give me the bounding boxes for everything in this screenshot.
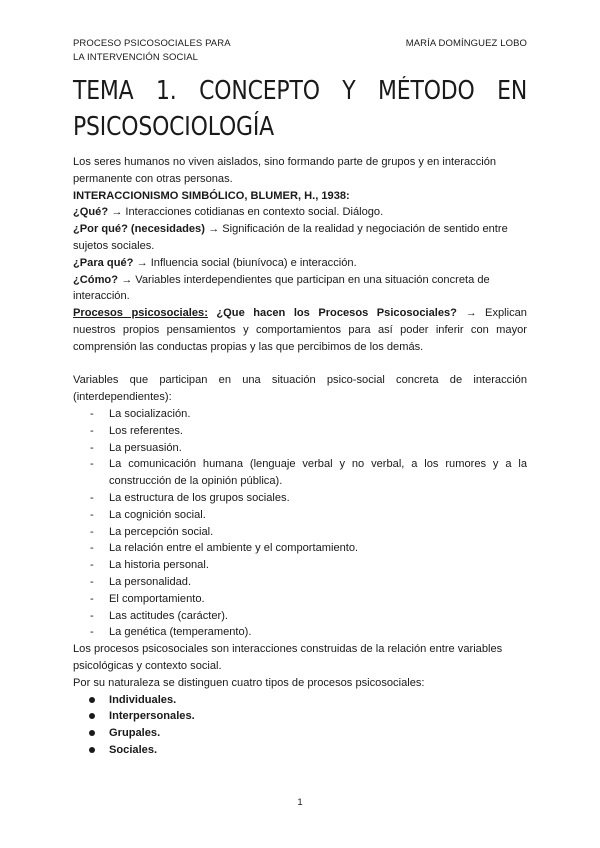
question-answer: → Influencia social (biunívoca) e interacción.	[136, 256, 357, 269]
variables-intro: Variables que participan en una situación psico-social concreta de interacción (interdependientes):	[73, 374, 527, 404]
list-item: - La genética (temperamento).	[73, 624, 527, 641]
type-label: Interpersonales.	[109, 710, 195, 723]
list-item: - El comportamiento.	[73, 591, 527, 608]
list-item: - La persuasión.	[73, 440, 527, 457]
bullet-icon	[89, 747, 95, 753]
list-item	[73, 725, 527, 742]
types-intro: Por su naturaleza se distinguen cuatro tipos de procesos psicosociales:	[73, 676, 425, 689]
list-item: - La personalidad.	[73, 574, 527, 591]
bullet-icon	[89, 730, 95, 736]
list-item: - La estructura de los grupos sociales.	[73, 490, 527, 507]
question-item	[73, 255, 527, 272]
processes-paragraph	[73, 305, 527, 355]
body-content	[73, 154, 527, 759]
title-word: TEMA	[73, 76, 134, 106]
running-header-left	[73, 37, 293, 65]
page-number: 1	[297, 797, 303, 808]
bullet-icon	[89, 697, 95, 703]
list-item: - La historia personal.	[73, 557, 527, 574]
processes-question: ¿Que hacen los Procesos Psicosociales?	[216, 307, 457, 320]
type-label: Grupales.	[109, 727, 161, 740]
bullet-icon	[89, 713, 95, 719]
list-item: - Los referentes.	[73, 423, 527, 440]
types-list	[73, 692, 527, 759]
question-answer: → Variables interdependientes que participan en una situación concreta de interacción.	[73, 273, 490, 303]
question-label: ¿Para qué?	[73, 256, 134, 269]
title-word: Y	[342, 76, 356, 106]
type-label: Sociales.	[109, 743, 158, 756]
title-word: 1.	[156, 76, 177, 106]
title-line1	[73, 73, 527, 109]
variables-list	[73, 406, 527, 641]
question-label: ¿Qué?	[73, 206, 109, 219]
list-item	[73, 742, 527, 759]
list-item: - La percepción social.	[73, 524, 527, 541]
type-label: Individuales.	[109, 693, 177, 706]
intro-paragraph: Los seres humanos no viven aislados, sino formando parte de grupos y en interacción permanente con otras personas.	[73, 156, 497, 185]
question-label: ¿Cómo?	[73, 273, 118, 286]
title-word: MÉTODO	[378, 76, 475, 106]
list-item: - Las actitudes (carácter).	[73, 608, 527, 625]
page-title	[73, 73, 527, 145]
title-word: CONCEPTO	[199, 76, 320, 106]
list-item: - La relación entre el ambiente y el comportamiento.	[73, 540, 527, 557]
running-header-author: MARÍA DOMÍNGUEZ LOBO	[405, 38, 527, 49]
processes-answer: → Explican nuestros propios pensamientos y comportamientos para así poder inferir con mayor comprensión las conductas propias y las que percibimos de los demás.	[73, 307, 527, 353]
header-course-line2: LA INTERVENCIÓN SOCIAL	[73, 52, 199, 63]
question-answer: → Significación de la realidad y negociación de sentido entre sujetos sociales.	[73, 223, 508, 252]
question-item	[73, 272, 527, 306]
list-item	[73, 708, 527, 725]
question-label: ¿Por qué? (necesidades)	[73, 223, 205, 236]
conclusion-paragraph: Los procesos psicosociales son interacciones construidas de la relación entre variables psicológicas y contexto social.	[73, 643, 503, 672]
list-item: - La socialización.	[73, 406, 527, 423]
question-answer: → Interacciones cotidianas en contexto social. Diálogo.	[111, 206, 384, 219]
title-word: EN	[497, 76, 528, 106]
processes-label: Procesos psicosociales:	[73, 307, 208, 320]
list-item	[73, 692, 527, 709]
header-course-line1: PROCESO PSICOSOCIALES PARA	[73, 38, 231, 49]
question-item	[73, 221, 527, 255]
title-line2: PSICOSOCIOLOGÍA	[73, 112, 274, 142]
list-item: - La comunicación humana (lenguaje verbal y no verbal, a los rumores y a la construcción de la opinión pública).	[73, 456, 527, 490]
section-heading: INTERACCIONISMO SIMBÓLICO, BLUMER, H., 1938:	[73, 189, 350, 202]
question-item	[73, 204, 527, 221]
list-item: - La cognición social.	[73, 507, 527, 524]
blank-line	[73, 356, 527, 373]
